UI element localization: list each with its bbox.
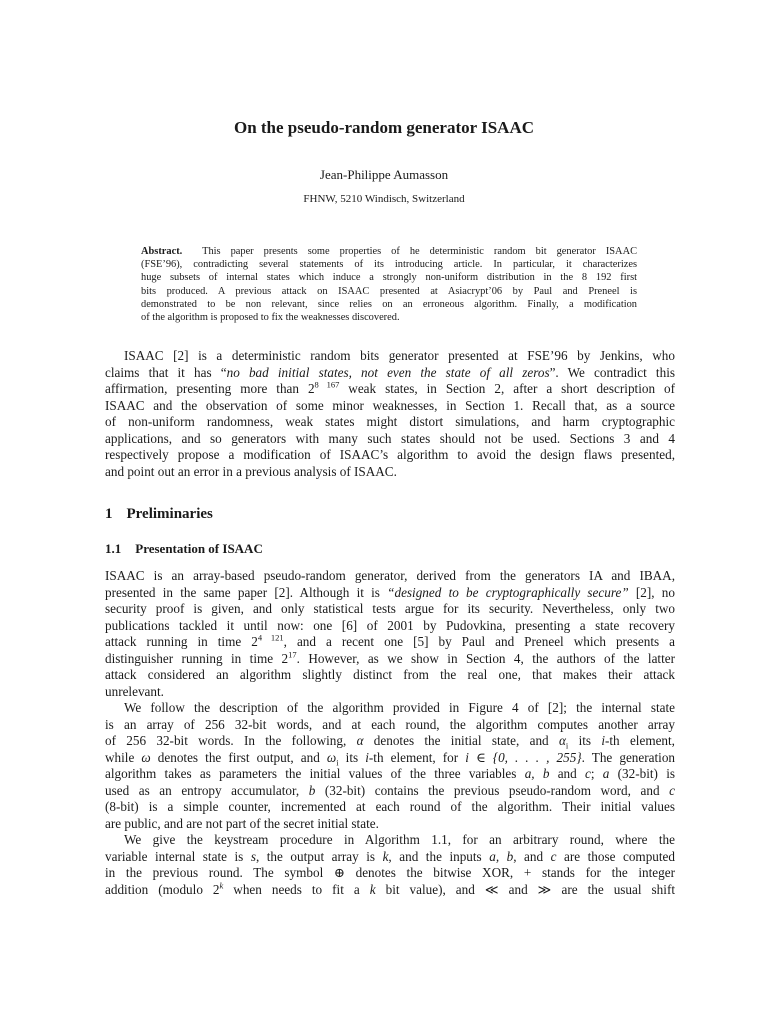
- body-paragraphs: [105, 568, 675, 898]
- text-line: and point out an error in a previous analysis of ISAAC.: [105, 463, 397, 479]
- text-line: while ω denotes the first output, and $\omega_i$ its i-th element, for i ∈ {0, . . . , 255}. The generation: [105, 749, 676, 768]
- text-line: in the previous round. The symbol ⊕ denotes the bitwise XOR, + stands for the integer: [105, 865, 675, 880]
- text-line: publications tackled it until now: one [6] of 2001 by Pudovkina, presenting a state recovery: [105, 617, 675, 633]
- section-title: Preliminaries: [126, 506, 213, 522]
- text-line: security proof is given, and only statistical tests argue for its security. Nevertheless, only two: [105, 601, 675, 616]
- text-line: of 256 32-bit words. In the following, α denotes the initial state, and $\alpha_i$ its i-th element,: [105, 733, 675, 751]
- text-line: algorithm takes as parameters the initial values of the three variables a, b and c; a (32-bit) is: [105, 766, 675, 781]
- author-name: Jean-Philippe Aumasson: [319, 167, 449, 182]
- section-number: 1: [105, 506, 113, 522]
- text-line: We give the keystream procedure in Algorithm 1.1, for an arbitrary round, where the: [124, 832, 675, 847]
- abstract-line: bits produced. A previous attack on ISAAC presented at Asiacrypt’06 by Paul and Preneel is: [141, 285, 637, 297]
- abstract-line: demonstrated to be non relevant, since relies on an erroneous algorithm. Finally, a modification: [141, 298, 637, 310]
- section-heading: [105, 506, 213, 523]
- abstract-line: (FSE’96), contradicting several statements of its introducing article. In particular, it characterizes: [141, 259, 637, 271]
- subsection-number: 1.1: [105, 541, 122, 556]
- text-line: ISAAC is an array-based pseudo-random generator, derived from the generators IA and IBAA,: [105, 568, 675, 583]
- text-line: ISAAC and the observation of some minor weaknesses, in Section 1. Recall that, as a source: [105, 397, 675, 413]
- text-line: claims that it has “no bad initial states, not even the state of all zeros”. We contradict this: [105, 364, 675, 380]
- text-line: attack considered an algorithm slightly distinct from the real one, that makes their attack: [105, 667, 675, 682]
- text-line: variable internal state is s, the output array is k, and the inputs a, b, and c are those computed: [105, 848, 675, 864]
- text-line: distinguisher running in time $2^{17}$. However, as we show in Section 4, the authors of the latter: [105, 649, 675, 666]
- text-line: applications, and so generators with many such states should not be used. Sections 3 and 4: [105, 430, 675, 446]
- abstract: [141, 245, 637, 324]
- subsection-heading: [105, 541, 263, 557]
- text-line: of non-uniform randomness, weak states might distort simulations, and harm cryptographic: [105, 414, 675, 429]
- text-line: We follow the description of the algorithm provided in Figure 4 of [2]; the internal state: [124, 700, 675, 715]
- affiliation: FHNW, 5210 Windisch, Switzerland: [303, 193, 465, 205]
- paper-title: On the pseudo-random generator ISAAC: [233, 118, 535, 137]
- text-line: respectively propose a modification of ISAAC’s algorithm to avoid the design flaws presented,: [105, 447, 675, 462]
- abstract-heading: Abstract.: [141, 246, 183, 257]
- subsection-title: Presentation of ISAAC: [135, 541, 263, 556]
- text-line: presented in the same paper [2]. Although it is “designed to be cryptographically secure” [2], no: [105, 584, 675, 600]
- text-line: (8-bit) is a simple counter, incremented at each round of the algorithm. Their initial values: [105, 799, 675, 814]
- abstract-line: Abstract. This paper presents some properties of he deterministic random bit generator ISAAC: [141, 246, 637, 257]
- text-line: attack running in time $2^{4 121}$, and a recent one [5] by Paul and Preneel which presents a: [105, 632, 676, 649]
- text-line: unrelevant.: [105, 683, 164, 699]
- abstract-line: of the algorithm is proposed to fix the weaknesses discovered.: [141, 312, 400, 324]
- text-line: is an array of 256 32-bit words, and at each round, the algorithm computes another array: [105, 716, 675, 732]
- text-line: addition (modulo 2$^k$ when needs to fit a k bit value), and ≪ and ≫ are the usual shift: [105, 880, 675, 897]
- abstract-line: huge subsets of internal states which induce a strongly non-uniform distribution in the 8 192 first: [141, 272, 637, 284]
- text-line: ISAAC [2] is a deterministic random bits generator presented at FSE’96 by Jenkins, who: [124, 348, 675, 363]
- text-line: used as an entropy accumulator, b (32-bit) contains the previous pseudo-random word, and c: [105, 782, 675, 798]
- text-line: are public, and are not part of the secret initial state.: [105, 815, 379, 831]
- text-line: affirmation, presenting more than $2^{8 167}$ weak states, in Section 2, after a short description of: [105, 379, 676, 396]
- introduction-paragraph: [105, 348, 675, 480]
